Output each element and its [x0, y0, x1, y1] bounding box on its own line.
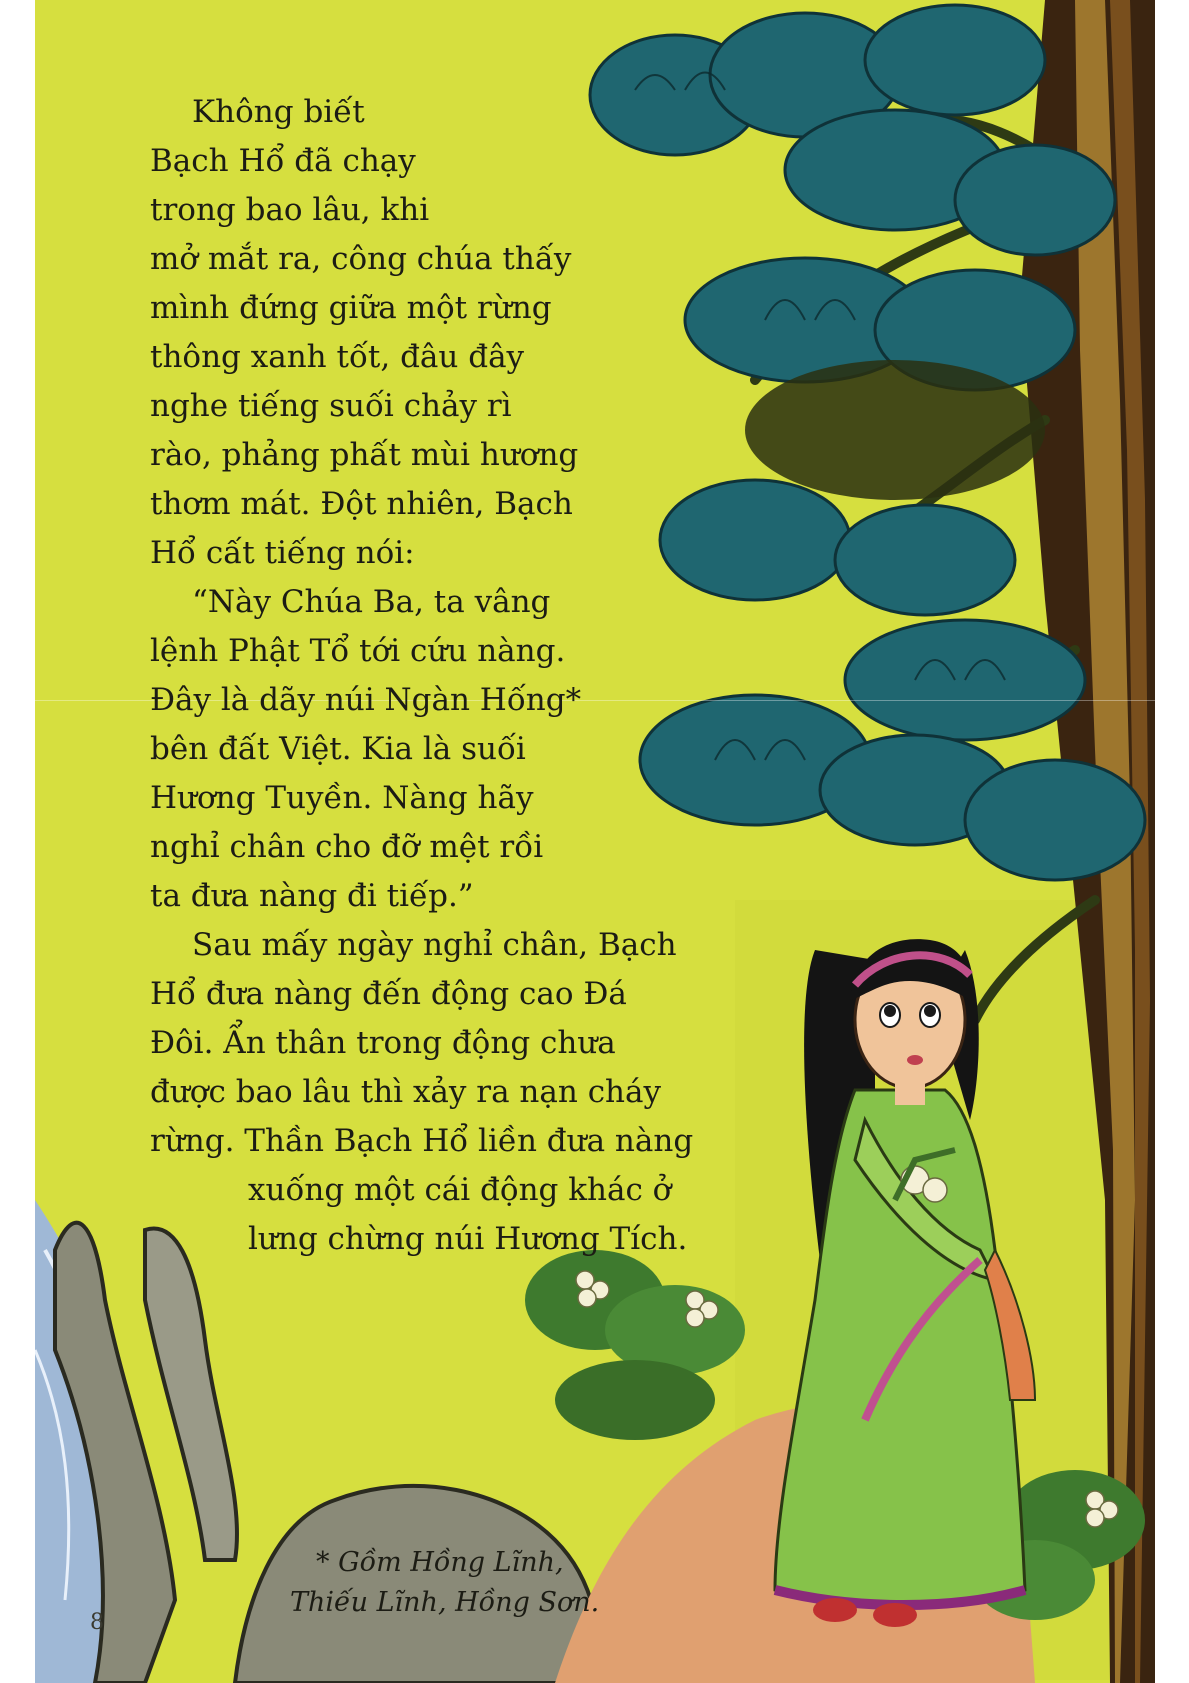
paragraph-2: [150, 578, 770, 921]
text-line: trong bao lâu, khi: [150, 192, 430, 228]
text-line: thông xanh tốt, đâu đây: [150, 339, 525, 375]
paragraph-3: [150, 921, 770, 1264]
footnote-line: Thiếu Lĩnh, Hồng Sơn.: [290, 1587, 600, 1618]
text-line: mình đứng giữa một rừng: [150, 290, 552, 326]
text-line: xuống một cái động khác ở: [248, 1172, 672, 1208]
text-line: nghỉ chân cho đỡ mệt rồi: [150, 829, 544, 865]
text-line: nghe tiếng suối chảy rì: [150, 388, 512, 424]
text-line: Không biết: [192, 94, 365, 130]
story-text: [150, 88, 770, 1264]
text-line: thơm mát. Đột nhiên, Bạch: [150, 486, 573, 522]
text-line: được bao lâu thì xảy ra nạn cháy: [150, 1074, 662, 1110]
text-line: rào, phảng phất mùi hương: [150, 437, 579, 473]
text-line: Hương Tuyền. Nàng hãy: [150, 780, 534, 816]
text-line: lưng chừng núi Hương Tích.: [248, 1221, 688, 1257]
text-line: lệnh Phật Tổ tới cứu nàng.: [150, 633, 566, 669]
text-line: Sau mấy ngày nghỉ chân, Bạch: [192, 927, 677, 963]
text-line: “Này Chúa Ba, ta vâng: [192, 584, 551, 620]
text-line: mở mắt ra, công chúa thấy: [150, 241, 572, 277]
text-line: Hổ cất tiếng nói:: [150, 535, 415, 571]
paragraph-1: [150, 88, 770, 578]
footnote-line: * Gồm Hồng Lĩnh,: [316, 1547, 564, 1578]
text-line: Bạch Hổ đã chạy: [150, 143, 416, 179]
footnote: [290, 1543, 670, 1623]
text-line: Đôi. Ẩn thân trong động chưa: [150, 1025, 616, 1061]
text-line: Hổ đưa nàng đến động cao Đá: [150, 976, 627, 1012]
text-line: rừng. Thần Bạch Hổ liền đưa nàng: [150, 1123, 694, 1159]
text-line: bên đất Việt. Kia là suối: [150, 731, 526, 767]
page-number: 8: [90, 1610, 104, 1635]
text-line: Đây là dãy núi Ngàn Hống*: [150, 682, 582, 718]
book-page: [35, 0, 1155, 1683]
text-line: ta đưa nàng đi tiếp.”: [150, 878, 474, 914]
